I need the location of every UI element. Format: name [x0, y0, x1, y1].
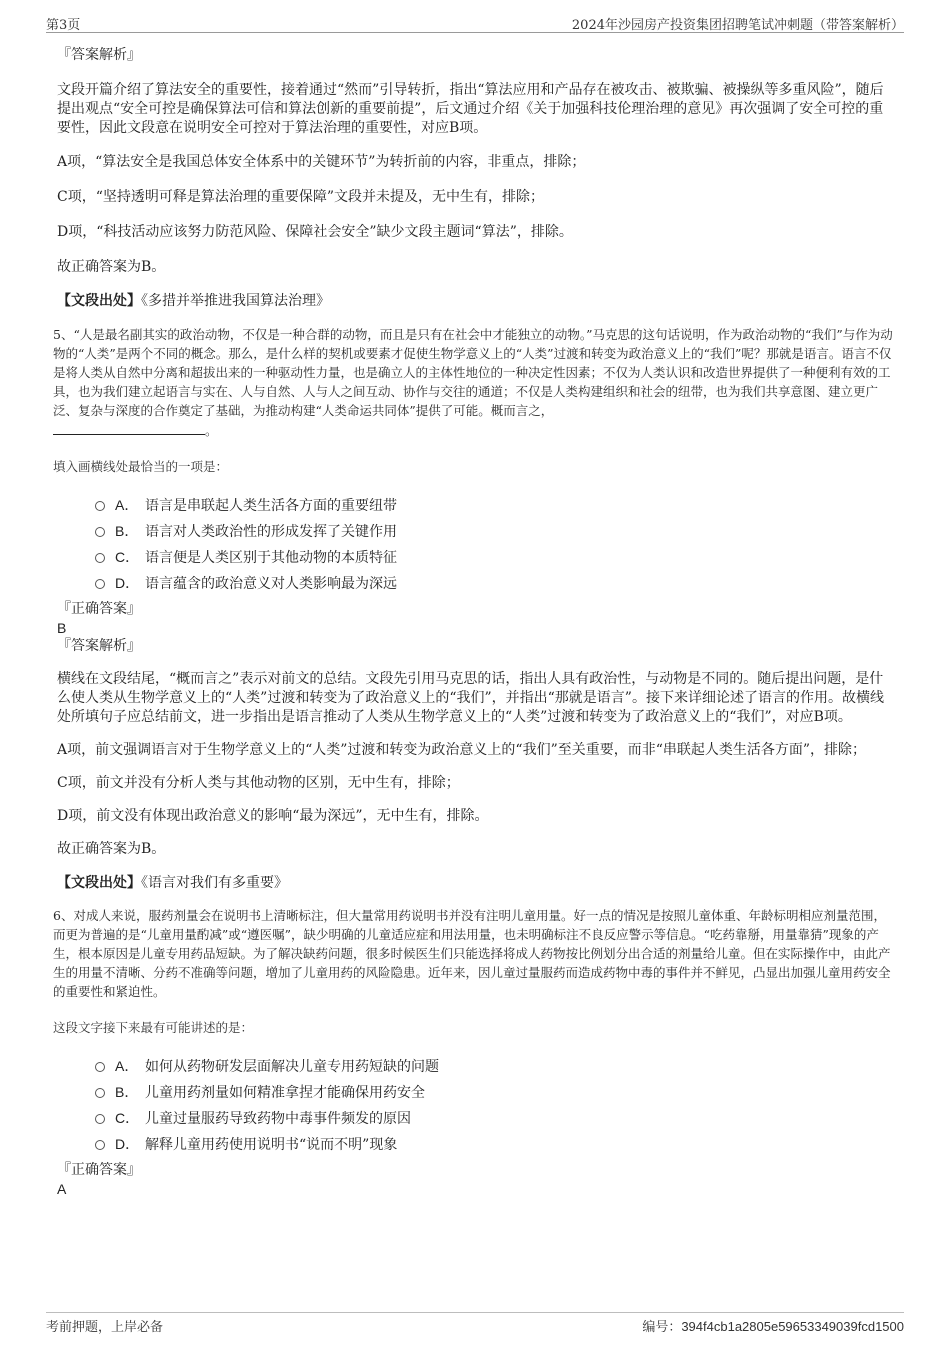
q6-option-c[interactable]: C． 儿童过量服药导致药物中毒事件频发的原因 [57, 1105, 893, 1131]
radio-icon[interactable] [95, 501, 105, 511]
q4-analysis-para: 故正确答案为B。 [57, 259, 166, 275]
q6-question-text: 6、对成人来说，服药剂量会在说明书上清晰标注，但大量常用药说明书并没有注明儿童用量。好一点的情况是按照儿童体重、年龄标明相应剂量范围，而更为普遍的是“儿童用量酌减”或“遵医嘱”，缺少明确的儿童适应症和用法用量，也未明确标注不良反应警示等信息。“吃药靠掰，用量靠猜”现象的产生，根本原因是儿童专用药品短缺。为了解决缺药问题，很多时候医生们只能选择将成人药物按比例划分出合适的剂量给儿童。但在实际操作中，由此产生的用量不清晰、分药不准确等问题，增加了儿童用药的风险隐患。近年来，因儿童过量服药而造成药物中毒的事件并不鲜见，凸显出加强儿童用药安全的重要性和紧迫性。 [53, 908, 891, 999]
q5-options [57, 492, 893, 596]
footer-slogan: 考前押题，上岸必备 [46, 1320, 164, 1335]
q4-source-title: 《多措并举推进我国算法治理》 [141, 293, 330, 309]
page-header [46, 12, 904, 33]
q4-analysis-para: C项，“坚持透明可释是算法治理的重要保障”文段并未提及，无中生有，排除； [57, 189, 545, 205]
answer-blank-line [53, 420, 205, 435]
q6-option-a[interactable]: A． 如何从药物研发层面解决儿童专用药短缺的问题 [57, 1053, 893, 1079]
q6-option-b[interactable]: B． 儿童用药剂量如何精准拿捏才能确保用药安全 [57, 1079, 893, 1105]
q5-source-label: 【文段出处】 [57, 875, 141, 891]
q6-option-d[interactable]: D． 解释儿童用药使用说明书“说而不明”现象 [57, 1131, 893, 1157]
q5-prompt: 填入画横线处最恰当的一项是： [53, 459, 229, 474]
q5-option-d[interactable]: D． 语言蕴含的政治意义对人类影响最为深远 [57, 570, 893, 596]
q6-options [57, 1053, 893, 1157]
q4-analysis-label: 『答案解析』 [57, 47, 141, 63]
page-content [53, 46, 893, 1198]
q5-answer: B [57, 620, 67, 636]
q5-analysis-para: C项，前文并没有分析人类与其他动物的区别，无中生有，排除； [57, 775, 460, 791]
q5-option-a[interactable]: A． 语言是串联起人类生活各方面的重要纽带 [57, 492, 893, 518]
page-footer [46, 1312, 904, 1333]
q5-answer-label: 『正确答案』 [57, 601, 141, 617]
q5-analysis-label: 『答案解析』 [57, 638, 141, 654]
radio-icon[interactable] [95, 579, 105, 589]
q6-prompt: 这段文字接下来最有可能讲述的是： [53, 1020, 254, 1035]
q5-source [57, 873, 893, 893]
radio-icon[interactable] [95, 1062, 105, 1072]
q4-analysis-para: A项，“算法安全是我国总体安全体系中的关键环节”为转折前的内容，非重点，排除； [57, 154, 586, 170]
q5-question-text [53, 325, 893, 440]
q4-source-label: 【文段出处】 [57, 293, 141, 309]
q6-answer-label: 『正确答案』 [57, 1162, 141, 1178]
radio-icon[interactable] [95, 1088, 105, 1098]
q5-analysis-para: D项，前文没有体现出政治意义的影响“最为深远”，无中生有，排除。 [57, 808, 489, 824]
q5-question-body: 5、“人是最名副其实的政治动物，不仅是一种合群的动物，而且是只有在社会中才能独立的动物。”马克思的这句话说明，作为政治动物的“我们”与作为动物的“人类”是两个不同的概念。那么，是什么样的契机或要素才促使生物学意义上的“人类”过渡和转变为政治意义上的“我们”呢？那就是语言。语言不仅是将人类从自然中分离和超拔出来的一种驱动性力量，也是确立人的主体性地位的一种决定性因素；不仅为人类认识和改造世界提供了一种便利有效的工具，也为我们建立起语言与实在、人与自然、人与人之间互动、协作与交往的通道；不仅是人类构建组织和社会的纽带，也为我们共享意图、建立更广泛、复杂与深度的合作奠定了基础，为推动构建“人类命运共同体”提供了可能。概而言之， [53, 327, 893, 418]
footer-code-value: 394f4cb1a2805e59653349039fcd1500 [681, 1319, 904, 1334]
document-title: 2024年沙园房产投资集团招聘笔试冲刺题（带答案解析） [571, 18, 904, 33]
radio-icon[interactable] [95, 527, 105, 537]
footer-code [642, 1316, 904, 1335]
footer-code-label: 编号： [642, 1320, 682, 1335]
q4-source [57, 291, 893, 311]
q5-option-c[interactable]: C． 语言便是人类区别于其他动物的本质特征 [57, 544, 893, 570]
page-number: 第3页 [46, 18, 81, 33]
radio-icon[interactable] [95, 1140, 105, 1150]
q5-blank-end: 。 [205, 423, 218, 438]
q5-analysis-para: A项，前文强调语言对于生物学意义上的“人类”过渡和转变为政治意义上的“我们”至关重要，而非“串联起人类生活各方面”，排除； [57, 742, 867, 758]
radio-icon[interactable] [95, 553, 105, 563]
q4-analysis-para: D项，“科技活动应该努力防范风险、保障社会安全”缺少文段主题词“算法”，排除。 [57, 224, 573, 240]
q5-option-b[interactable]: B． 语言对人类政治性的形成发挥了关键作用 [57, 518, 893, 544]
q5-analysis-para: 故正确答案为B。 [57, 841, 166, 857]
q6-answer: A [57, 1181, 67, 1197]
q5-analysis-para: 横线在文段结尾，“概而言之”表示对前文的总结。文段先引用马克思的话，指出人具有政治性，与动物是不同的。随后提出问题，是什么使人类从生物学意义上的“人类”过渡和转变为了政治意义上的“我们”，并指出“那就是语言”。接下来详细论述了语言的作用。故横线处所填句子应总结前文，进一步指出是语言推动了人类从生物学意义上的“人类”过渡和转变为了政治意义上的“我们”，对应B项。 [57, 671, 884, 725]
q4-analysis-para: 文段开篇介绍了算法安全的重要性，接着通过“然而”引导转折，指出“算法应用和产品存在被攻击、被欺骗、被操纵等多重风险”，随后提出观点“安全可控是确保算法可信和算法创新的重要前提”，后文通过介绍《关于加强科技伦理治理的意见》再次强调了安全可控的重要性，因此文段意在说明安全可控对于算法治理的重要性，对应B项。 [57, 82, 884, 136]
q5-source-title: 《语言对我们有多重要》 [141, 875, 288, 891]
radio-icon[interactable] [95, 1114, 105, 1124]
